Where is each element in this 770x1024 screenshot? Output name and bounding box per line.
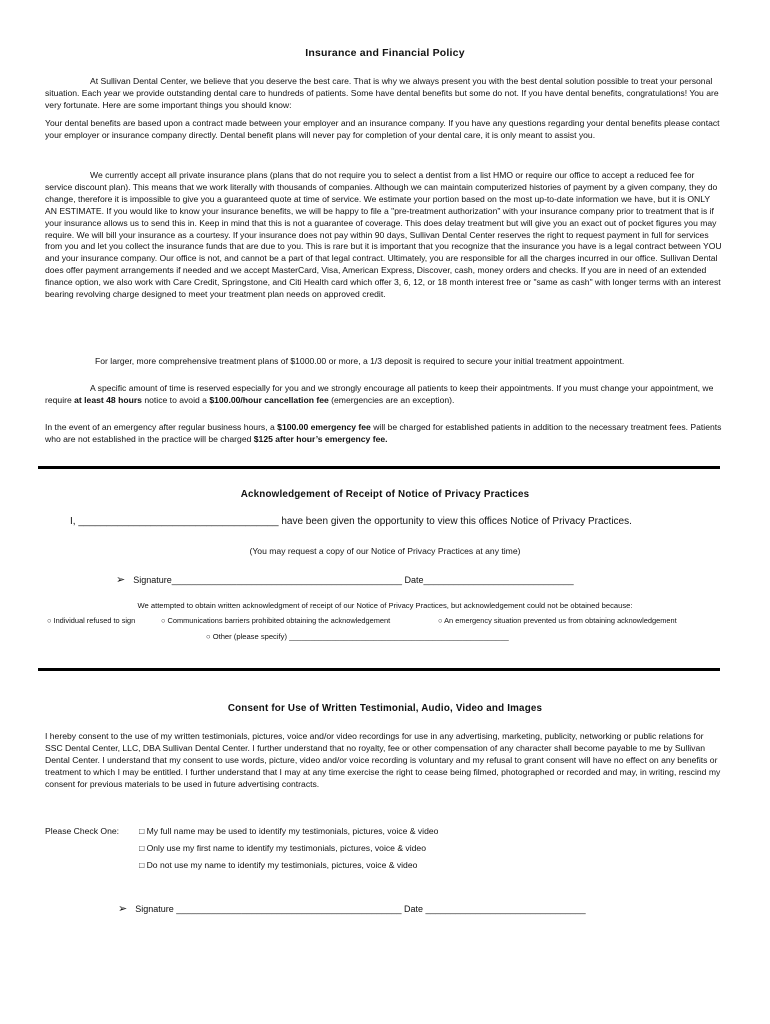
emergency-text-2: will be charged for established patients in addition to the necessary treatment fees. Patients who are not established in the practice will be charged	[45, 422, 722, 444]
consent-signature-row	[118, 902, 586, 915]
cancellation-notice-hours: at least 48 hours	[74, 394, 142, 405]
consent-choice-first-name[interactable]: □ Only use my first name to identify my testimonials, pictures, voice & video	[139, 843, 426, 853]
policy-paragraph-intro: At Sullivan Dental Center, we believe that you deserve the best care. That is why we always present you with the best dental solution possible to treat your personal situation. Each year we provide outstanding dental care to hundreds of patients. Some have dental benefits but some do not. If you have dental benefits, congratulations! You are very fortunate. Here are some important things you should know:	[45, 76, 719, 110]
patient-name-field[interactable]: I, ____________________________________	[70, 516, 279, 527]
emergency-text-1: In the event of an emergency after regular business hours, a	[45, 422, 278, 432]
consent-title: Consent for Use of Written Testimonial, Audio, Video and Images	[227, 703, 543, 714]
policy-paragraph-deposit: For larger, more comprehensive treatment plans of $1000.00 or more, a 1/3 deposit is required to secure your initial treatment appointment.	[95, 356, 625, 366]
policy-paragraph-benefits: Your dental benefits are based upon a contract made between your employer and an insurance company. If you have any questions regarding your dental benefits please contact your employer or insurance company directly. Dental benefit plans will never pay for completion of your dental care, it is only meant to assist you.	[45, 118, 720, 140]
privacy-title: Acknowledgement of Receipt of Notice of Privacy Practices	[240, 489, 530, 500]
privacy-request-note: (You may request a copy of our Notice of Privacy Practices at any time)	[249, 546, 521, 556]
arrow-icon: ➢	[118, 903, 128, 915]
privacy-signature-row	[116, 573, 574, 586]
cancellation-text-3: (emergencies are an exception).	[328, 394, 455, 405]
cancellation-text-1: A specific amount of time is reserved especially for you and we strongly encourage all patients to keep their appointments. If you must change your appointment, we require	[45, 383, 714, 405]
cancellation-text-2: notice to avoid a	[141, 394, 210, 405]
privacy-attempt-note: We attempted to obtain written acknowledgment of receipt of our Notice of Privacy Practices, but acknowledgement could not be obtained because:	[137, 601, 633, 610]
consent-choice-no-name[interactable]: □ Do not use my name to identify my testimonials, pictures, voice & video	[139, 860, 418, 870]
section-divider	[38, 466, 720, 469]
consent-check-label: Please Check One:	[45, 826, 120, 836]
option-refused[interactable]: ○ Individual refused to sign	[47, 616, 136, 625]
section-divider	[38, 668, 720, 671]
consent-signature-field[interactable]: Signature _____________________________________________ Date ________________________________	[135, 904, 586, 914]
emergency-fee: $100.00 emergency fee	[277, 422, 371, 432]
cancellation-fee: $100.00/hour cancellation fee	[209, 394, 329, 405]
option-emergency[interactable]: ○ An emergency situation prevented us from obtaining acknowledgement	[438, 616, 677, 625]
policy-paragraph-insurance: We currently accept all private insurance plans (plans that do not require you to select a dentist from a list HMO or require our office to accept a reduced fee for service discount plan). This means that we work literally with thousands of companies. Although we can maintain computerized histories of payment by a given company, they do change, therefore it is impossible to give you a guaranteed quote at time of service. We estimate your portion based on the most up-to-date information we have, but it is ONLY AN ESTIMATE. If you would like to know your insurance benefits, we will be happy to file a "pre-treatment authorization" with your insurance company prior to treatment that is if your insurance allows us to send this in. Keep in mind that this is not a guarantee of coverage. This does delay treatment but will give you an exact out of pocket figures you may require. We will bill your insurance as a courtesy. If your insurance does not pay within 90 days, Sullivan Dental Center reserves the right to request payment in full for services from you and let you collect the insurance funds that are due to you. This is rare but it is important that you recognize that the insurance you have is a legal contract between YOU and your insurance company. Our office is not, and cannot be a part of that legal contract. Ultimately, you are responsible for all the charges incurred in our office. Sullivan Dental does offer payment arrangements if needed and we accept MasterCard, Visa, American Express, Discover, cash, money orders and checks. If you are in need of an extended finance option, we also work with Care Credit, Springstone, and Citi Health card which offer 3, 6, 12, or 18 month interest free or "same as cash" with longer terms with an interest bearing revolving charge designed to meet your treatment plan needs on approved credit.	[45, 170, 722, 300]
privacy-signature-field[interactable]: Signature______________________________________________ Date______________________________	[133, 575, 574, 585]
policy-title: Insurance and Financial Policy	[305, 47, 465, 59]
privacy-name-line	[70, 516, 632, 527]
arrow-icon: ➢	[116, 574, 126, 586]
policy-paragraph-cancellation	[45, 383, 723, 407]
consent-choice-full-name[interactable]: □ My full name may be used to identify my testimonials, pictures, voice & video	[139, 826, 439, 836]
policy-paragraph-emergency	[45, 422, 723, 446]
option-communication-barriers[interactable]: ○ Communications barriers prohibited obtaining the acknowledgement	[161, 616, 391, 625]
after-hours-fee: $125 after hour’s emergency fee.	[253, 433, 388, 444]
option-other[interactable]: ○ Other (please specify) ____________________________________________________	[206, 632, 509, 641]
consent-body: I hereby consent to the use of my written testimonials, pictures, voice and/or video recordings for use in any advertising, marketing, publicity, networking or public relations for SSC Dental Center, LLC, DBA Sullivan Dental Center. I further understand that no royalty, fee or other compensation of any character shall become payable to me by Sullivan Dental Center. I understand that my consent to use words, picture, video and/or voice recording is voluntary and my refusal to grant consent will have no effect on any benefits or treatment to which I may be entitled. I further understand that I may at any time exercise the right to cease being filmed, photographed or recorded and may, in writing, rescind my consent for previous materials to be used in future advertising contracts.	[45, 731, 721, 789]
privacy-statement: have been given the opportunity to view this offices Notice of Privacy Practices.	[281, 516, 632, 527]
